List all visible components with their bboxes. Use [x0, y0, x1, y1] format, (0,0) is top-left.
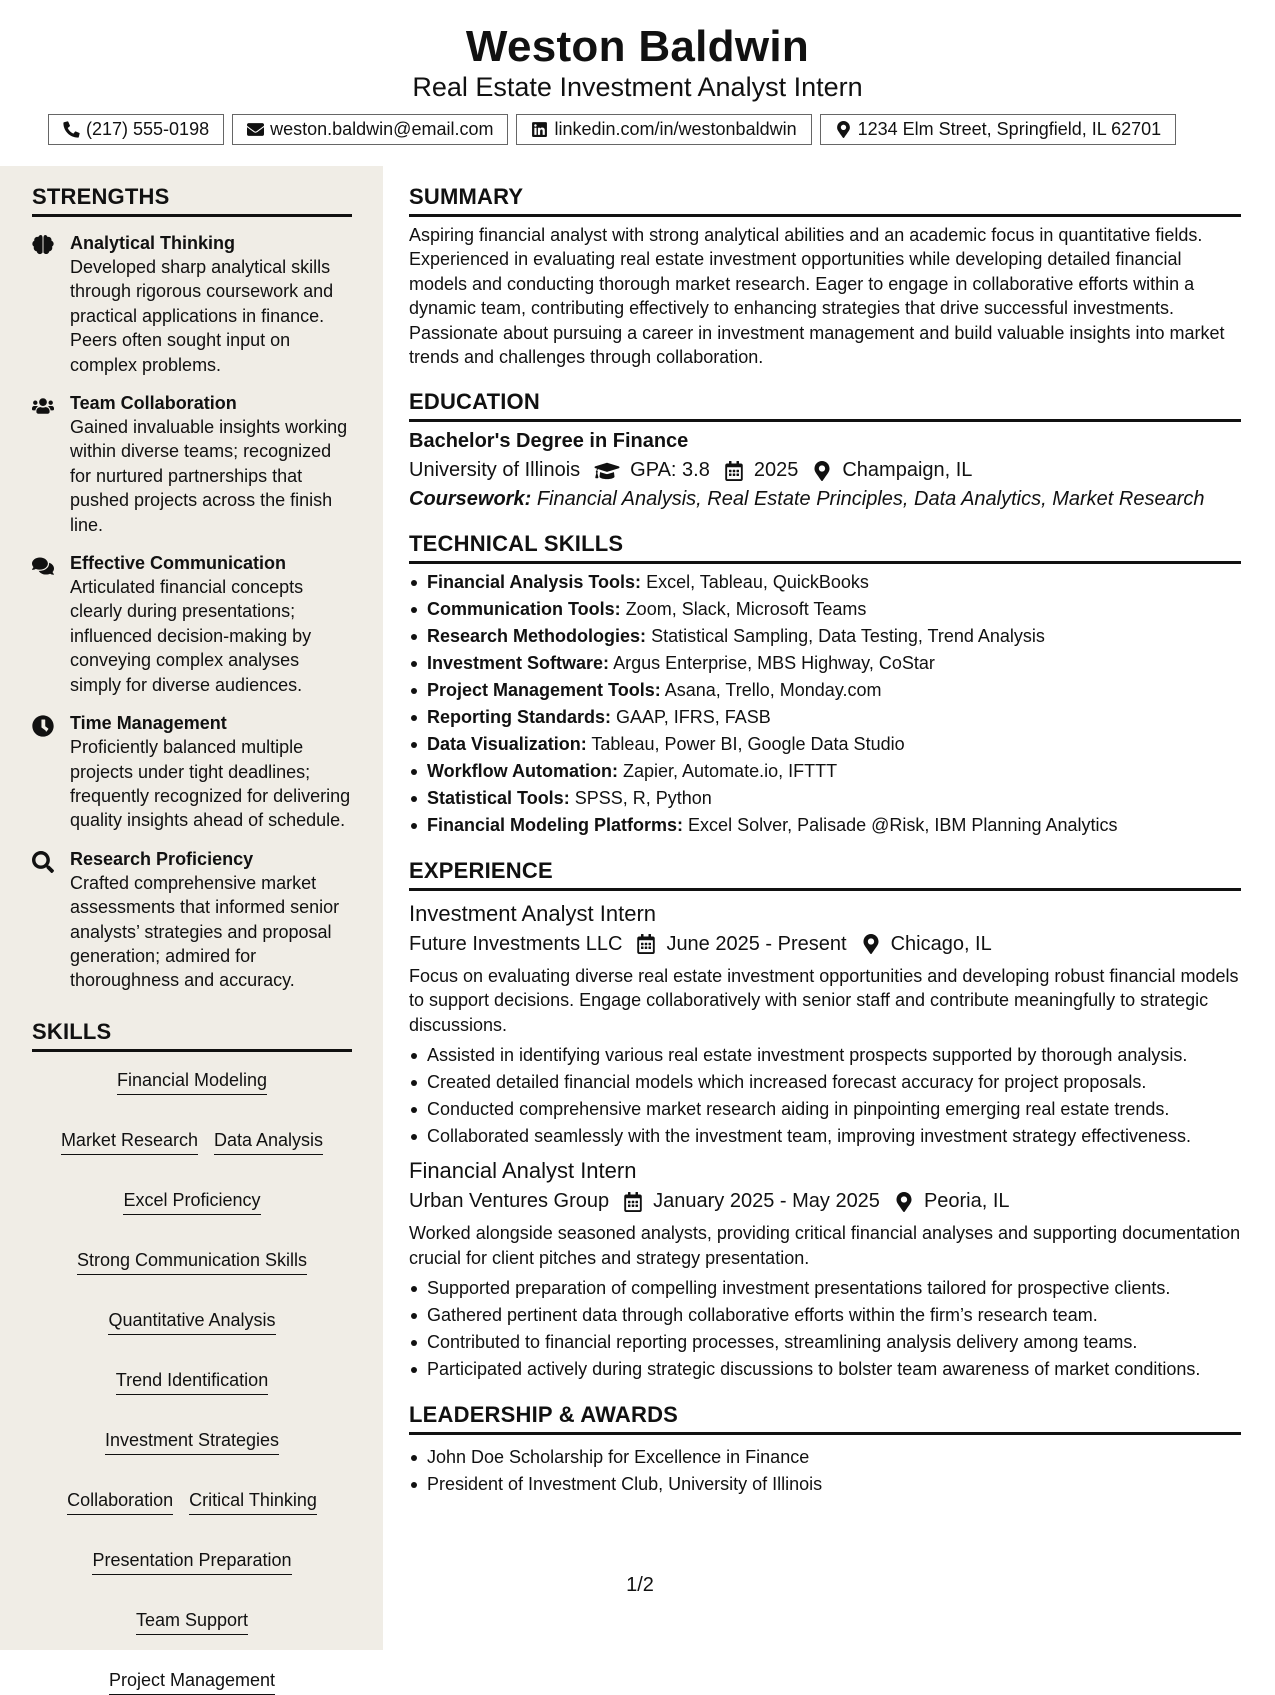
strength-desc: Articulated financial concepts clearly during presentations; influenced decision-making by conveying complex analyses simply for diverse audiences.: [70, 577, 312, 695]
job-location: Peoria, IL: [923, 1190, 1010, 1213]
contact-email-text: weston.baldwin@email.com: [270, 119, 494, 139]
calendar-icon: [623, 1192, 643, 1212]
job-dates: June 2025 - Present: [666, 932, 847, 955]
list-item: [409, 597, 1241, 621]
contact-address[interactable]: [820, 114, 1177, 145]
map-pin-icon: [894, 1192, 914, 1212]
strength-title: Research Proficiency: [70, 848, 254, 869]
strength-item: [32, 391, 352, 537]
map-pin-icon: [812, 461, 832, 481]
strength-desc: Crafted comprehensive market assessments that informed senior analysts’ strategies and proposal generation; admired for thoroughness and accuracy.: [70, 872, 340, 991]
graduation-cap-icon: [594, 461, 620, 481]
job-dates: January 2025 - May 2025: [653, 1190, 880, 1213]
skill-tag: Data Analysis: [214, 1129, 323, 1155]
calendar-icon: [636, 934, 656, 954]
strengths-heading: STRENGTHS: [32, 184, 352, 217]
skill-tag: Market Research: [61, 1129, 198, 1155]
strength-item: [32, 847, 352, 993]
job-meta: [409, 933, 1241, 956]
skill-tag: Team Support: [136, 1609, 248, 1635]
brain-icon: [32, 235, 54, 257]
tech-value: Argus Enterprise, MBS Highway, CoStar: [613, 653, 935, 674]
tech-value: Asana, Trello, Monday.com: [664, 680, 882, 701]
degree-title: Bachelor's Degree in Finance: [409, 430, 689, 453]
strength-title: Analytical Thinking: [70, 233, 236, 253]
list-item: Gathered pertinent data through collaborative efforts within the firm’s research team.: [409, 1303, 1241, 1327]
skill-tag: Strong Communication Skills: [77, 1249, 307, 1275]
coursework-label: Coursework:: [409, 488, 532, 511]
list-item: [409, 813, 1241, 837]
strength-item: [32, 231, 352, 377]
education-meta: [409, 459, 1241, 482]
tech-value: GAAP, IFRS, FASB: [616, 707, 771, 728]
tech-label: Project Management Tools:: [427, 680, 661, 701]
list-item: Assisted in identifying various real estate investment prospects supported by thorough analysis.: [409, 1043, 1241, 1067]
tech-label: Investment Software:: [427, 653, 610, 674]
comments-icon: [32, 555, 54, 577]
list-item: [409, 624, 1241, 648]
tech-value: Statistical Sampling, Data Testing, Trend Analysis: [651, 626, 1045, 647]
list-item: Collaborated seamlessly with the investment team, improving investment strategy effectiveness.: [409, 1124, 1241, 1148]
list-item: Participated actively during strategic discussions to bolster team awareness of market conditions.: [409, 1357, 1241, 1381]
calendar-icon: [724, 461, 744, 481]
contact-linkedin-text: linkedin.com/in/westonbaldwin: [554, 119, 797, 139]
grad-year: 2025: [753, 459, 799, 482]
technical-skills-section: [409, 531, 1241, 837]
contact-phone[interactable]: [48, 114, 224, 145]
contact-email[interactable]: [232, 114, 508, 145]
strength-title: Effective Communication: [70, 553, 287, 574]
job-description: Focus on evaluating diverse real estate investment opportunities and developing robust financial models to support decisions. Engage collaboratively with senior staff and contribute meaningfully to strategic discussions.: [409, 965, 1239, 1035]
awards-list: [409, 1445, 1241, 1496]
job-title: Investment Analyst Intern: [409, 900, 657, 926]
job-location: Chicago, IL: [890, 932, 992, 955]
summary-section: [409, 184, 1241, 369]
skills-list: [32, 1052, 352, 1695]
list-item: [409, 678, 1241, 702]
linkedin-icon: [531, 121, 548, 138]
technical-skills-heading: TECHNICAL SKILLS: [409, 531, 1241, 564]
school-name: University of Illinois: [409, 459, 581, 482]
skill-tag: Investment Strategies: [105, 1429, 279, 1455]
strength-desc: Gained invaluable insights working within diverse teams; recognized for nurtured partnerships that pushed projects across the finish line.: [70, 417, 348, 535]
company-name: Future Investments LLC: [409, 932, 623, 955]
list-item: Contributed to financial reporting processes, streamlining analysis delivery among teams.: [409, 1330, 1241, 1354]
contact-linkedin[interactable]: [516, 114, 811, 145]
gpa: GPA: 3.8: [630, 459, 710, 482]
summary-heading: SUMMARY: [409, 184, 1241, 217]
list-item: [409, 651, 1241, 675]
strength-desc: Developed sharp analytical skills through rigorous coursework and practical applications in finance. Peers often sought input on complex problems.: [70, 257, 334, 375]
skill-tag: Trend Identification: [116, 1369, 268, 1395]
resume-header: [0, 0, 1275, 166]
tech-value: Zoom, Slack, Microsoft Teams: [625, 599, 867, 620]
education-heading: EDUCATION: [409, 389, 1241, 422]
main-content: [409, 166, 1241, 1499]
strength-desc: Proficiently balanced multiple projects under tight deadlines; frequently recognized for delivering quality insights ahead of schedule.: [70, 737, 351, 831]
education-section: [409, 389, 1241, 511]
tech-value: Zapier, Automate.io, IFTTT: [623, 761, 838, 782]
strength-title: Time Management: [70, 713, 227, 734]
coursework-list: Financial Analysis, Real Estate Principles, Data Analytics, Market Research: [536, 488, 1205, 511]
contact-address-text: 1234 Elm Street, Springfield, IL 62701: [857, 119, 1162, 139]
list-item: [409, 570, 1241, 594]
tech-label: Reporting Standards:: [427, 707, 612, 728]
tech-label: Statistical Tools:: [427, 788, 570, 809]
job-title: Financial Analyst Intern: [409, 1158, 637, 1184]
page-number: 1/2: [626, 1574, 654, 1596]
awards-section: [409, 1402, 1241, 1496]
strength-item: [32, 551, 352, 697]
strength-item: [32, 711, 352, 833]
clock-icon: [32, 715, 54, 737]
tech-label: Financial Analysis Tools:: [427, 572, 642, 593]
tech-value: Tableau, Power BI, Google Data Studio: [591, 734, 905, 755]
list-item: [409, 786, 1241, 810]
map-pin-icon: [861, 934, 881, 954]
skill-tag: Collaboration: [67, 1489, 173, 1515]
sidebar: [0, 166, 383, 1690]
list-item: Created detailed financial models which increased forecast accuracy for project proposals.: [409, 1070, 1241, 1094]
contact-phone-text: (217) 555-0198: [86, 119, 210, 139]
candidate-role: Real Estate Investment Analyst Intern: [412, 72, 863, 102]
candidate-name: Weston Baldwin: [465, 22, 810, 71]
list-item: Supported preparation of compelling investment presentations tailored for prospective clients.: [409, 1276, 1241, 1300]
contact-bar: [48, 114, 1176, 145]
company-name: Urban Ventures Group: [409, 1190, 610, 1213]
tech-value: SPSS, R, Python: [574, 788, 712, 809]
job-bullets: [409, 1043, 1241, 1148]
tech-value: Excel Solver, Palisade @Risk, IBM Planning Analytics: [688, 815, 1118, 836]
list-item: [409, 705, 1241, 729]
skill-tag: Excel Proficiency: [123, 1189, 260, 1215]
technical-skills-list: [409, 570, 1241, 837]
skill-tag: Project Management: [109, 1669, 275, 1695]
list-item: President of Investment Club, University of Illinois: [409, 1472, 1241, 1496]
phone-icon: [63, 121, 80, 138]
list-item: [409, 732, 1241, 756]
tech-label: Communication Tools:: [427, 599, 621, 620]
job-description: Worked alongside seasoned analysts, providing critical financial analyses and supporting documentation crucial for client pitches and strategy presentation.: [409, 1223, 1241, 1268]
experience-section: [409, 858, 1241, 1382]
awards-heading: LEADERSHIP & AWARDS: [409, 1402, 1241, 1435]
envelope-icon: [247, 121, 264, 138]
summary-text: Aspiring financial analyst with strong analytical abilities and an academic focus in quantitative fields. Experienced in evaluating real estate investment opportunities while developing detailed financial models and conducting thorough market research. Eager to engage in collaborative efforts within a dynamic team, contributing effectively to enhancing strategies that drive successful investments. Passionate about pursuing a career in investment management and build valuable insights into market trends and challenges through collaboration.: [409, 225, 1225, 368]
list-item: John Doe Scholarship for Excellence in Finance: [409, 1445, 1241, 1469]
school-location: Champaign, IL: [842, 459, 973, 482]
strength-title: Team Collaboration: [70, 393, 237, 414]
map-pin-icon: [835, 121, 852, 138]
skill-tag: Financial Modeling: [117, 1069, 267, 1095]
tech-label: Data Visualization:: [427, 734, 587, 755]
job-bullets: [409, 1276, 1241, 1381]
tech-value: Excel, Tableau, QuickBooks: [646, 572, 869, 593]
users-icon: [32, 395, 54, 417]
coursework: [409, 488, 1241, 511]
skill-tag: Critical Thinking: [189, 1489, 317, 1515]
list-item: Conducted comprehensive market research aiding in pinpointing emerging real estate trends.: [409, 1097, 1241, 1121]
skill-tag: Quantitative Analysis: [108, 1309, 275, 1335]
tech-label: Research Methodologies:: [427, 626, 647, 647]
tech-label: Financial Modeling Platforms:: [427, 815, 684, 836]
tech-label: Workflow Automation:: [427, 761, 618, 782]
skill-tag: Presentation Preparation: [92, 1549, 291, 1575]
experience-heading: EXPERIENCE: [409, 858, 1241, 891]
list-item: [409, 759, 1241, 783]
skills-heading: SKILLS: [32, 1019, 352, 1052]
search-icon: [32, 851, 54, 873]
job-meta: [409, 1190, 1241, 1213]
